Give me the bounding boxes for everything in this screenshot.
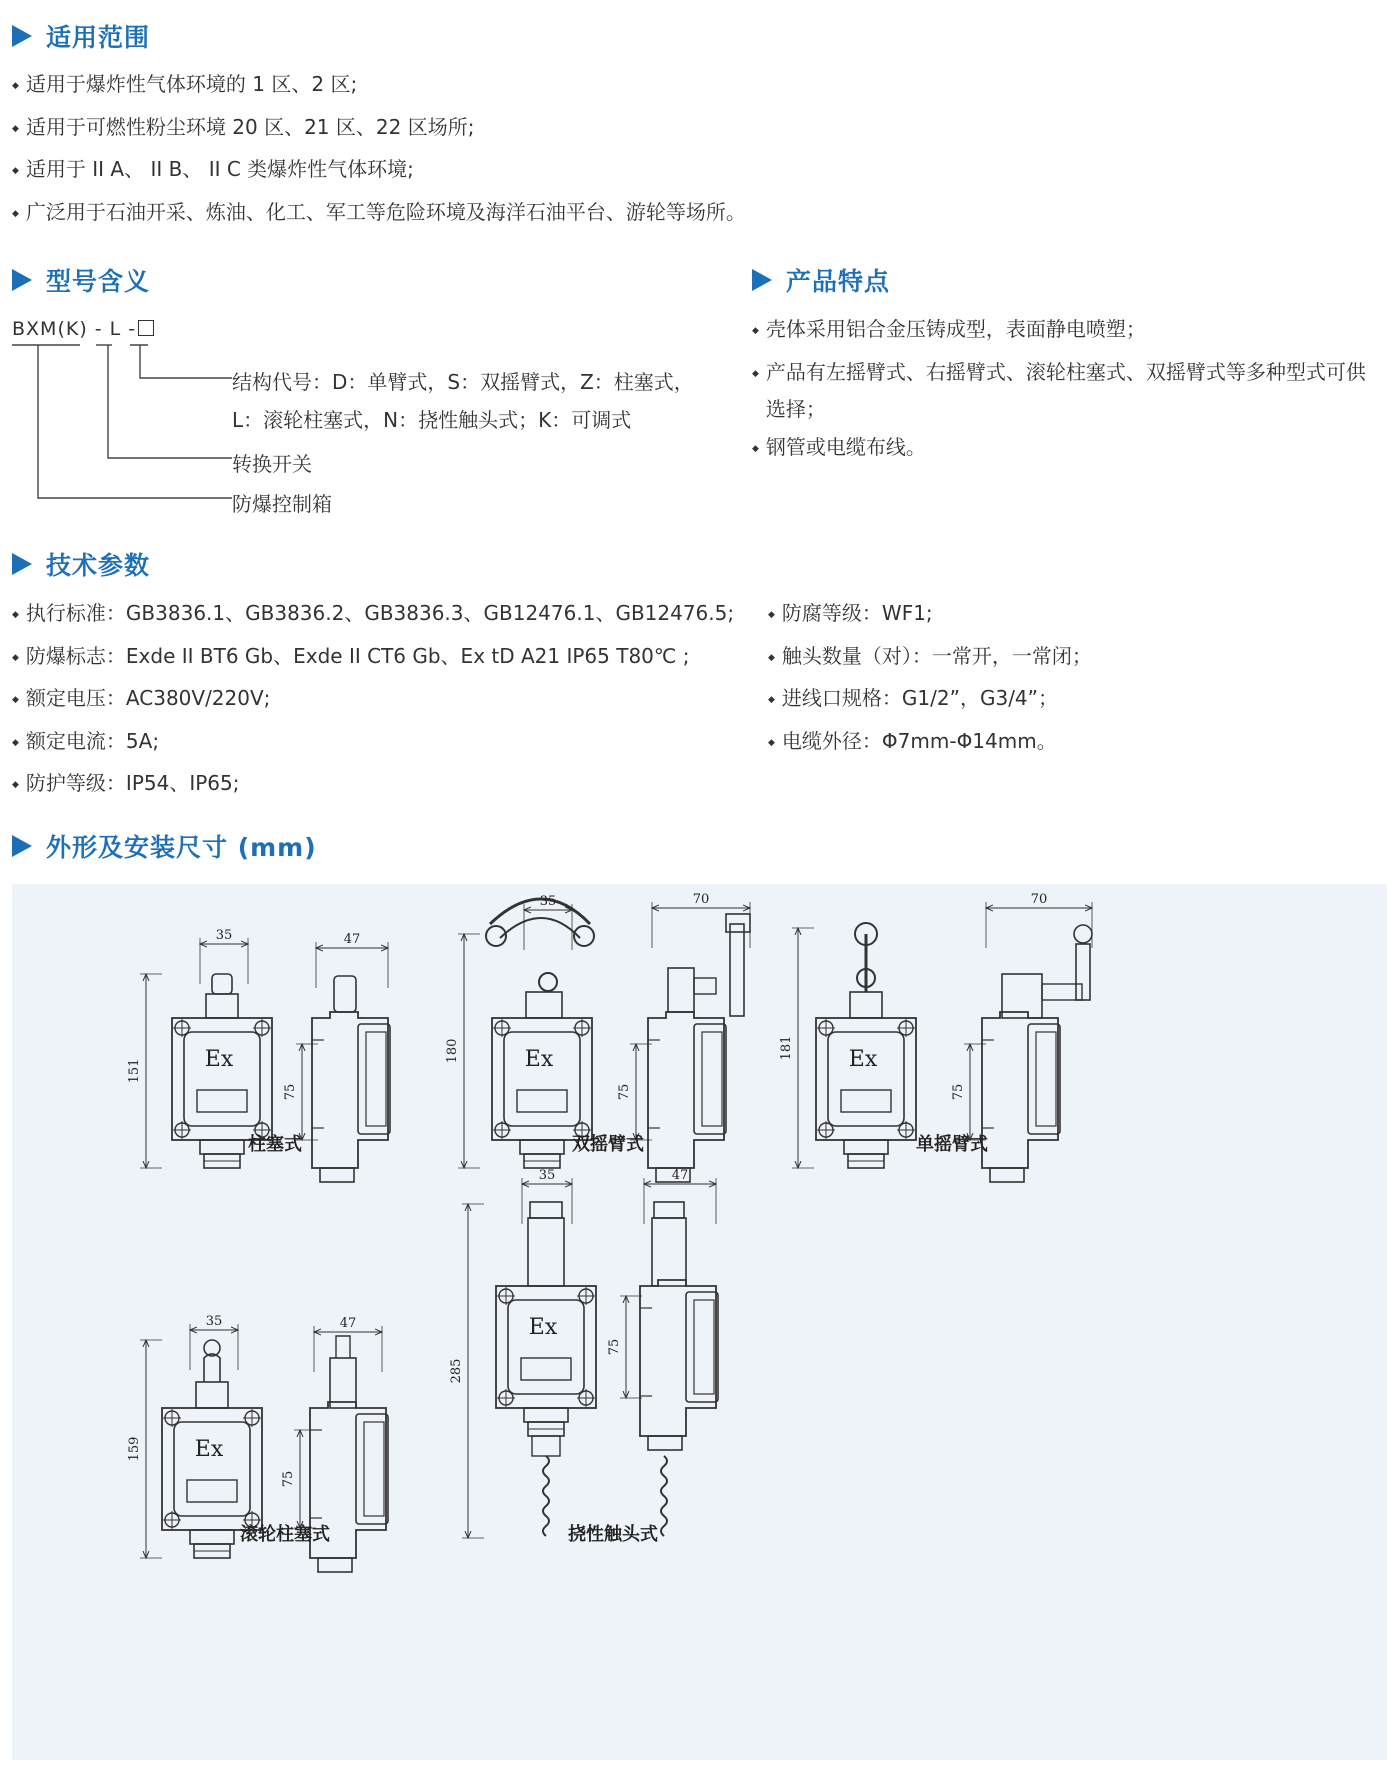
caption-flexible: 挠性触头式 [568,1524,658,1545]
section-title: 产品特点 [786,267,891,296]
list-item: ◆ 广泛用于石油开采、炼油、化工、军工等危险环境及海洋石油平台、游轮等场所。 [12,194,746,237]
dim-label: 181 [779,1035,794,1061]
dim-label: 35 [215,928,233,943]
dim-label: 47 [671,1168,689,1183]
dim-label: 159 [127,1436,142,1462]
drawing-flexible-front [496,1286,596,1436]
drawing-single-front [816,1018,916,1168]
dim-depth [652,892,750,948]
list-item: ◆ 钢管或电缆布线。 [752,429,1392,472]
dim-width [200,928,248,984]
roller-side-spring [336,1336,350,1358]
list-item: ◆ 产品有左摇臂式、右摇臂式、滚轮柱塞式、双摇臂式等多种型式可供选择； [752,354,1392,429]
dim-mount [607,1296,642,1398]
technical-drawings [12,884,1387,1760]
caption-single-arm: 单摇臂式 [916,1134,988,1155]
list-item: ◆ 电缆外径：Φ7mm-Φ14mm。 [768,723,1092,766]
model-legend-lines [0,0,240,520]
caption-roller-plunger: 滚轮柱塞式 [240,1524,330,1545]
roller-housing [204,1354,220,1382]
flex-cap [530,1202,562,1218]
section-title: 适用范围 [46,23,151,52]
dim-label: 47 [339,1316,357,1331]
double-neck [526,992,562,1018]
plunger-neck [206,994,238,1018]
dim-height [449,1204,484,1538]
enclosure-front [496,1286,596,1436]
flex-side-cap [654,1202,684,1218]
list-item: ◆ 适用于 II A、 II B、 II C 类爆炸性气体环境; [12,151,746,194]
dim-width [524,894,572,950]
dim-height [127,1340,162,1558]
legend-switch: 转换开关 [232,452,312,476]
list-item: ◆ 防爆标志：Exde II BT6 Gb、Exde II CT6 Gb、Ex tD A21 IP65 T80℃ ; [12,638,734,681]
flex-side-top [652,1218,686,1286]
list-item: ◆ 执行标准：GB3836.1、GB3836.2、GB3836.3、GB12476.1、GB12476.5; [12,595,734,638]
enclosure-side [982,1012,1060,1182]
dim-label: 35 [539,894,557,909]
dim-mount [617,1044,652,1140]
dim-label: 75 [951,1083,966,1101]
ex-mark: Ex [848,1047,878,1072]
section-header-dims [12,828,317,864]
triangle-bullet-icon [12,835,32,857]
features-list [752,311,1392,471]
roller-neck [196,1382,228,1408]
triangle-bullet-icon [12,553,32,575]
list-item: ◆ 适用于爆炸性气体环境的 1 区、2 区; [12,66,746,109]
enclosure-side [648,1012,726,1182]
dim-label: 285 [449,1358,464,1384]
plunger-side-head [334,976,356,1012]
dim-depth [316,932,388,988]
list-item: ◆ 额定电流：5A; [12,723,734,766]
legend-structure-code: 结构代号：D：单臂式，S：双摇臂式，Z：柱塞式， [232,370,694,394]
roller-side-neck [330,1358,356,1408]
section-title: 型号含义 [46,267,151,296]
legend-structure-code-2: L：滚轮柱塞式，N：挠性触头式；K：可调式 [232,408,632,432]
model-code: BXM(K) - L - [12,318,154,340]
drawing-plunger-side [312,1012,390,1182]
dim-label: 75 [607,1338,622,1356]
enclosure-front [816,1018,916,1168]
list-item: ◆ 防腐等级：WF1; [768,595,1092,638]
tech-list-right [768,595,1092,765]
dim-label: 35 [538,1168,556,1183]
enclosure-side [310,1402,388,1572]
section-header-features [752,262,890,298]
enclosure-side [640,1280,718,1450]
dim-depth [314,1316,382,1372]
dim-label: 70 [1030,892,1048,907]
dim-label: 75 [283,1083,298,1101]
ex-mark: Ex [524,1047,554,1072]
dim-label: 75 [617,1083,632,1101]
single-side-roller-icon [1074,925,1092,943]
dim-label: 35 [205,1314,223,1329]
list-item: ◆ 额定电压：AC380V/220V; [12,680,734,723]
drawing-single-side [982,1012,1060,1182]
pivot-icon [539,973,557,991]
drawing-double-side [648,1012,726,1182]
list-item: ◆ 防护等级：IP54、IP65; [12,765,734,808]
dim-mount [951,1044,986,1140]
double-arm-inner [500,918,580,938]
drawings-panel [12,884,1387,1760]
dim-label: 180 [445,1038,460,1064]
triangle-bullet-icon [752,269,772,291]
dim-label: 47 [343,932,361,947]
list-item: ◆ 进线口规格：G1/2”，G3/4”； [768,680,1092,723]
ex-mark: Ex [204,1047,234,1072]
caption-double-arm: 双摇臂式 [572,1134,644,1155]
section-title: 外形及安装尺寸 (mm) [46,833,317,862]
double-side-cap [668,968,694,1012]
plunger-head [212,974,232,994]
legend-box: 防爆控制箱 [232,492,332,516]
list-item: ◆ 适用于可燃性粉尘环境 20 区、21 区、22 区场所; [12,109,746,152]
single-neck [850,992,882,1018]
tech-list-left [12,595,734,808]
dim-height [445,934,480,1168]
section-title: 技术参数 [46,551,151,580]
dim-height [127,974,162,1168]
caption-plunger: 柱塞式 [248,1134,302,1155]
list-item: ◆ 壳体采用铝合金压铸成型，表面静电喷塑； [752,311,1392,354]
ex-mark: Ex [528,1315,558,1340]
ex-mark: Ex [194,1437,224,1462]
dim-width [190,1314,238,1370]
single-side-lever [1076,944,1090,1000]
flex-top [528,1218,564,1286]
double-side-arm [694,978,716,994]
flex-coupler [532,1436,560,1456]
flex-side-spring [661,1456,667,1536]
dim-height [779,928,814,1168]
section-header-tech [12,546,150,582]
dim-label: 151 [127,1058,142,1084]
enclosure-side [312,1012,390,1182]
dim-label: 70 [692,892,710,907]
double-side-lever [730,924,744,1016]
list-item: ◆ 触头数量（对）：一常开，一常闭； [768,638,1092,681]
flex-spring [543,1456,549,1536]
dim-label: 75 [281,1470,296,1488]
drawing-roller-side [310,1402,388,1572]
drawing-flexible-side [640,1280,718,1450]
